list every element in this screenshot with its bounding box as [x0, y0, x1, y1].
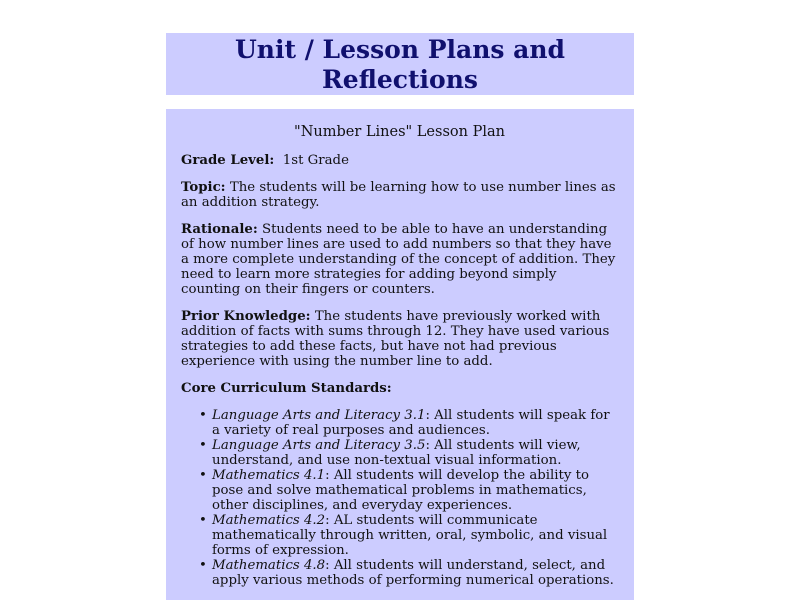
rationale-paragraph [181, 222, 618, 297]
list-item [199, 513, 618, 558]
bullet-icon: • [199, 558, 207, 573]
grade-level-paragraph [181, 153, 618, 168]
list-item [199, 408, 618, 438]
list-item [199, 558, 618, 588]
standard-name: Mathematics 4.2 [212, 513, 326, 528]
topic-text: The students will be learning how to use number lines as an addition strategy. [181, 180, 616, 210]
standards-list [181, 408, 618, 588]
standard-text: : All students will view, understand, and use non-textual visual information. [212, 438, 581, 468]
rationale-text: Students need to be able to have an understanding of how number lines are used to add numbers so that they have a more complete understanding of the concept of addition. They need to learn more strategies for adding beyond simply counting on their fingers or counters. [181, 222, 616, 297]
prior-knowledge-label: Prior Knowledge: [181, 309, 311, 324]
prior-knowledge-text: The students have previously worked with addition of facts with sums through 12. They have used various strategies to add these facts, but have not had previous experience with using the number line to add. [181, 309, 610, 369]
standard-text: : All students will speak for a variety of real purposes and audiences. [212, 408, 610, 438]
page-title [166, 33, 634, 95]
standard-name: Language Arts and Literacy 3.1 [212, 408, 426, 423]
page-title-line1: Unit / Lesson Plans and [234, 35, 566, 64]
page-title-line2: Reflections [322, 65, 478, 94]
rationale-label: Rationale: [181, 222, 258, 237]
bullet-icon: • [199, 468, 207, 483]
standards-heading-paragraph [181, 381, 618, 396]
standards-heading: Core Curriculum Standards: [181, 381, 392, 396]
lesson-plan-body [166, 109, 634, 588]
standard-text: : All students will understand, select, and apply various methods of performing numerical operations. [212, 558, 614, 588]
lesson-plan-title: "Number Lines" Lesson Plan [294, 124, 505, 140]
topic-paragraph [181, 180, 618, 210]
page-header [166, 33, 634, 95]
list-item [199, 438, 618, 468]
grade-level-label: Grade Level: [181, 153, 275, 168]
bullet-icon: • [199, 408, 207, 423]
standard-name: Mathematics 4.8 [212, 558, 326, 573]
standard-text: : All students will develop the ability to pose and solve mathematical problems in mathematics, other disciplines, and everyday experiences. [212, 468, 589, 513]
standard-name: Language Arts and Literacy 3.5 [212, 438, 426, 453]
standard-text: : AL students will communicate mathematically through written, oral, symbolic, and visual forms of expression. [212, 513, 608, 558]
topic-label: Topic: [181, 180, 226, 195]
list-item [199, 468, 618, 513]
grade-level-value: 1st Grade [282, 153, 349, 168]
lesson-plan-panel [166, 109, 634, 600]
prior-knowledge-paragraph [181, 309, 618, 369]
bullet-icon: • [199, 438, 207, 453]
bullet-icon: • [199, 513, 207, 528]
standard-name: Mathematics 4.1 [212, 468, 326, 483]
